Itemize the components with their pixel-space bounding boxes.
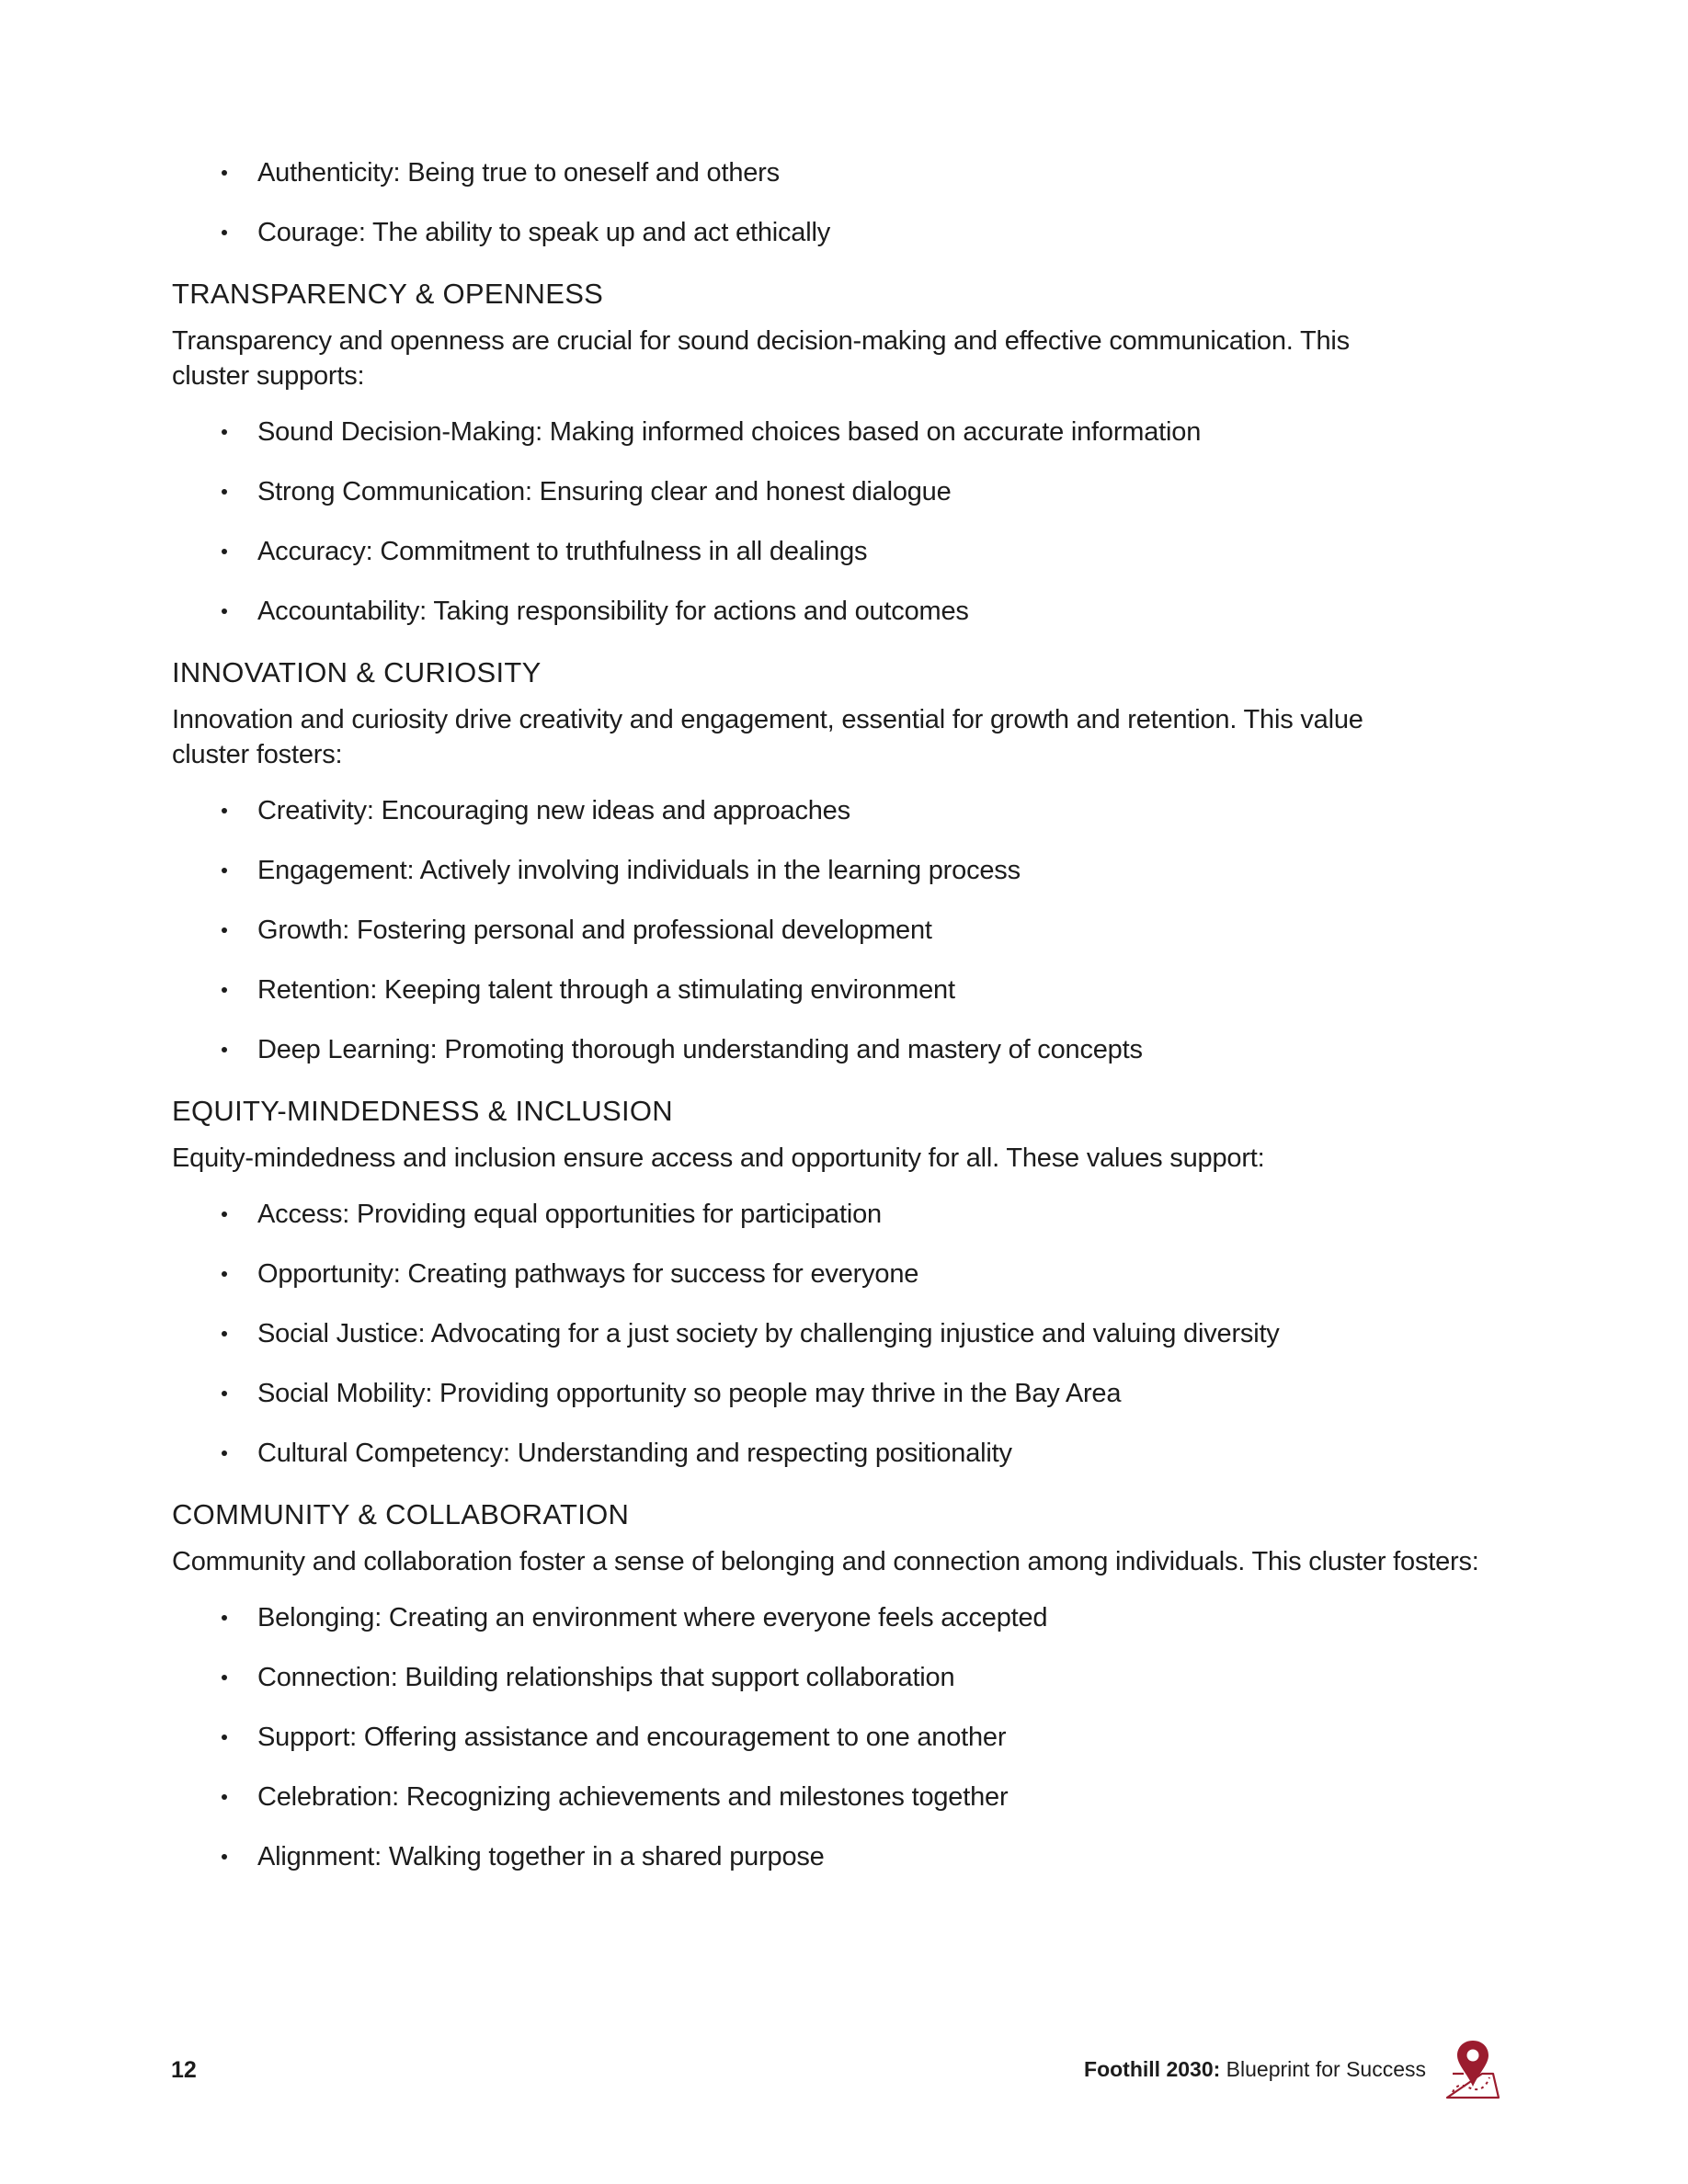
bullet-icon [222,429,227,435]
section-transparency [172,276,1533,628]
bullet-icon [222,549,227,554]
section-community [172,1496,1533,1873]
list-item: Social Justice: Advocating for a just society by challenging injustice and valuing diversity [172,1317,1533,1350]
list-item: Support: Offering assistance and encouragement to one another [172,1721,1533,1754]
section-heading: TRANSPARENCY & OPENNESS [172,278,604,310]
footer-title-bold: Foothill 2030: [1084,2057,1221,2081]
section-intro: Community and collaboration foster a sense of belonging and connection among individuals. This cluster fosters: [172,1547,1479,1576]
section-intro: Equity-mindedness and inclusion ensure access and opportunity for all. These values support: [172,1143,1265,1173]
list-item: Engagement: Actively involving individuals in the learning process [172,854,1533,887]
bullet-icon [222,1794,227,1800]
bullet-icon [222,230,227,235]
list-item: Cultural Competency: Understanding and respecting positionality [172,1437,1533,1470]
document-page [172,156,1533,1900]
list-item: Belonging: Creating an environment where everyone feels accepted [172,1601,1533,1634]
bullet-icon [222,808,227,813]
bullet-icon [222,927,227,933]
list-item: Alignment: Walking together in a shared purpose [172,1840,1533,1873]
list-item: Opportunity: Creating pathways for success for everyone [172,1257,1533,1291]
bullet-icon [222,1615,227,1621]
section-innovation [172,654,1533,1066]
list-item: Authenticity: Being true to oneself and others [172,156,1533,189]
list-item: Celebration: Recognizing achievements and milestones together [172,1780,1533,1814]
list-item: Access: Providing equal opportunities for participation [172,1198,1533,1231]
list-item: Growth: Fostering personal and professional development [172,914,1533,947]
map-pin-icon [1445,2039,1500,2099]
bullet-icon [222,1211,227,1217]
bullet-icon [222,1450,227,1456]
section-heading: INNOVATION & CURIOSITY [172,656,542,688]
section-list [172,1601,1533,1873]
section-equity [172,1093,1533,1470]
section-list [172,1198,1533,1470]
list-item: Strong Communication: Ensuring clear and honest dialogue [172,475,1533,508]
list-item: Social Mobility: Providing opportunity so people may thrive in the Bay Area [172,1377,1533,1410]
bullet-icon [222,1735,227,1740]
list-item: Connection: Building relationships that support collaboration [172,1661,1533,1694]
list-item: Accuracy: Commitment to truthfulness in all dealings [172,535,1533,568]
section-intro: Transparency and openness are crucial for sound decision-making and effective communication. This cluster supports: [172,326,1350,391]
section-list [172,794,1533,1066]
bullet-icon [222,868,227,873]
bullet-icon [222,1675,227,1680]
list-item: Creativity: Encouraging new ideas and approaches [172,794,1533,827]
intro-list [172,156,1533,249]
list-item: Sound Decision-Making: Making informed choices based on accurate information [172,415,1533,449]
bullet-icon [222,1271,227,1277]
bullet-icon [222,1331,227,1337]
bullet-icon [222,489,227,495]
list-item: Deep Learning: Promoting thorough understanding and mastery of concepts [172,1033,1533,1066]
bullet-icon [222,1854,227,1860]
bullet-icon [222,609,227,614]
page-number: 12 [171,2057,197,2083]
list-item: Courage: The ability to speak up and act ethically [172,216,1533,249]
section-list [172,415,1533,628]
list-item: Accountability: Taking responsibility for actions and outcomes [172,595,1533,628]
footer-title [1084,2057,1426,2082]
section-heading: COMMUNITY & COLLABORATION [172,1498,630,1530]
bullet-icon [222,987,227,993]
footer-title-rest: Blueprint for Success [1220,2057,1426,2081]
list-item: Retention: Keeping talent through a stimulating environment [172,973,1533,1007]
bullet-icon [222,1047,227,1052]
section-intro: Innovation and curiosity drive creativity and engagement, essential for growth and retention. This value cluster fosters: [172,705,1363,769]
bullet-icon [222,170,227,176]
bullet-icon [222,1391,227,1396]
section-heading: EQUITY-MINDEDNESS & INCLUSION [172,1095,673,1127]
